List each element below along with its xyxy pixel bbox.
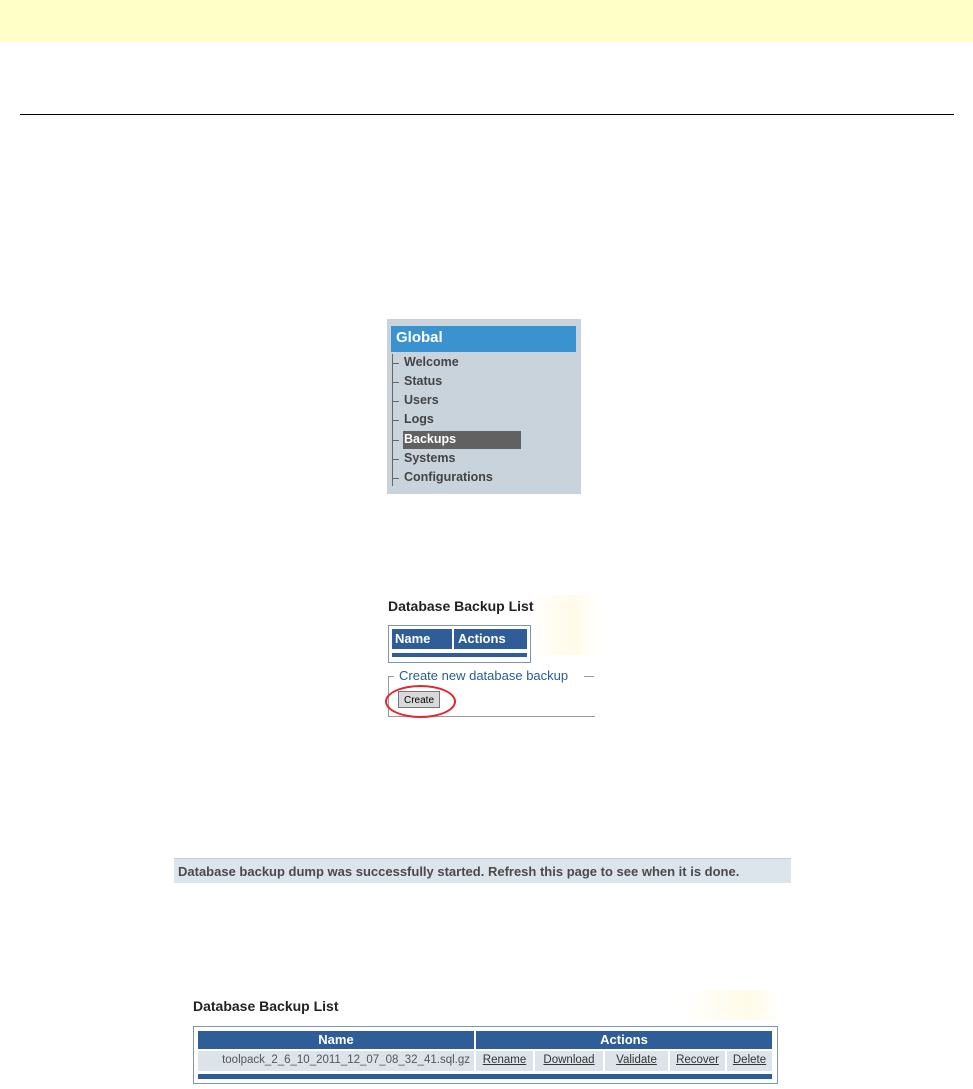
top-band [0, 0, 973, 42]
section-rule [20, 114, 954, 115]
status-message: Database backup dump was successfully started. Refresh this page to see when it is done. [178, 864, 740, 879]
col-name-header [198, 1031, 474, 1049]
nav-item-users[interactable] [392, 392, 522, 410]
nav-item-welcome[interactable] [392, 354, 522, 372]
table-header [392, 629, 527, 649]
delete-cell [727, 1051, 772, 1071]
download-link[interactable]: Download [543, 1054, 595, 1066]
nav-item-label: Status [404, 374, 443, 388]
backup-list-title: Database Backup List [388, 598, 534, 614]
nav-item-label: Backups [404, 432, 457, 446]
nav-item-label: Users [404, 393, 439, 407]
status-message-bar [174, 858, 791, 883]
background-fade [680, 990, 780, 1020]
table-footer-bar [198, 1074, 772, 1079]
backup-list-table [193, 1026, 778, 1084]
col-actions-label: Actions [600, 1032, 648, 1047]
highlight-circle [385, 685, 456, 718]
col-actions-header: Actions [458, 631, 506, 646]
background-fade [530, 595, 600, 655]
backup-file-name: toolpack_2_6_10_2011_12_07_08_32_41.sql.gz [222, 1054, 470, 1066]
nav-item-label: Configurations [404, 470, 493, 484]
delete-link[interactable]: Delete [732, 1054, 767, 1066]
nav-item-logs[interactable] [392, 411, 522, 429]
validate-cell [605, 1051, 668, 1071]
backup-list-table [388, 625, 531, 663]
nav-item-backups[interactable] [392, 431, 522, 449]
download-cell [535, 1051, 603, 1071]
global-nav-panel [387, 319, 581, 494]
backup-list-title: Database Backup List [193, 998, 339, 1014]
nav-item-systems[interactable] [392, 450, 522, 468]
recover-link[interactable]: Recover [676, 1054, 719, 1066]
col-name-header: Name [395, 631, 431, 646]
fieldset-top-border [584, 676, 594, 677]
create-button[interactable]: Create [398, 691, 440, 708]
validate-link[interactable]: Validate [616, 1054, 657, 1066]
col-actions-header [476, 1031, 772, 1049]
nav-item-label: Logs [404, 412, 434, 426]
col-name-label: Name [318, 1032, 354, 1047]
nav-header [391, 326, 576, 352]
fieldset-top-border [388, 676, 394, 677]
backup-file-name-cell [198, 1051, 474, 1071]
nav-item-label: Systems [404, 451, 456, 465]
nav-item-label: Welcome [404, 355, 459, 369]
nav-item-status[interactable] [392, 373, 522, 391]
recover-cell [670, 1051, 725, 1071]
fieldset-legend: Create new database backup [399, 668, 569, 683]
nav-item-configurations[interactable] [392, 469, 522, 487]
nav-title: Global [396, 329, 443, 346]
rename-cell [476, 1051, 533, 1071]
table-footer-bar [392, 653, 527, 657]
rename-link[interactable]: Rename [482, 1054, 527, 1066]
